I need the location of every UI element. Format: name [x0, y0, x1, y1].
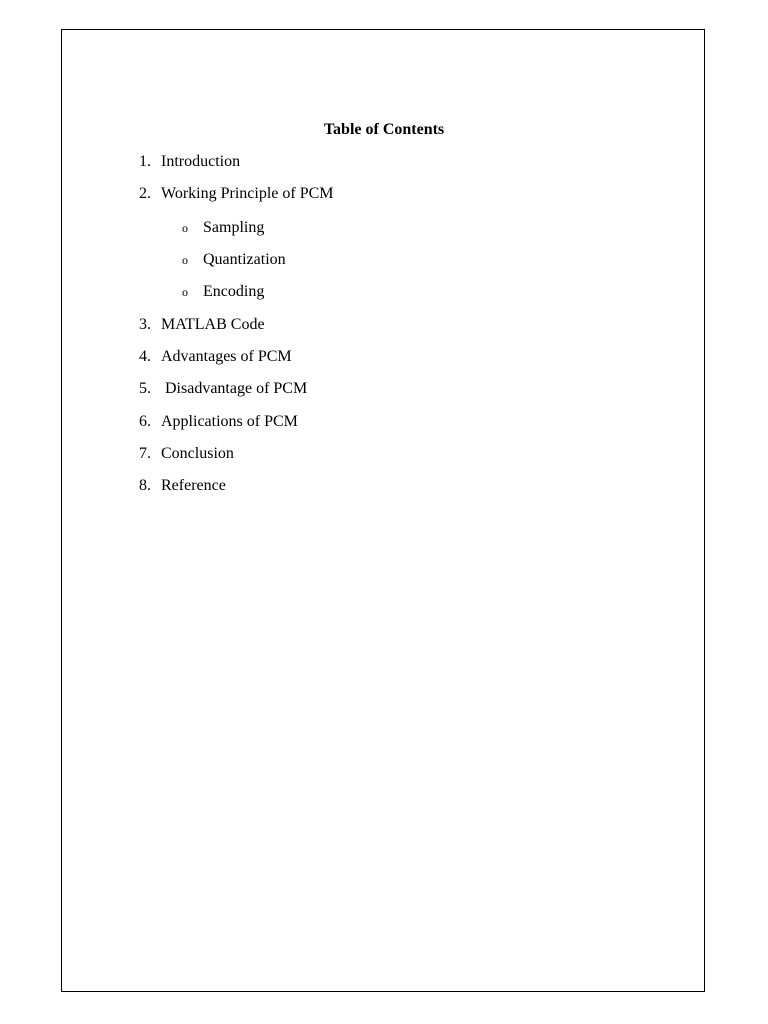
toc-item-label: Working Principle of PCM [161, 185, 334, 202]
toc-item-number: 7. [139, 445, 151, 462]
toc-subitem-label: Quantization [203, 251, 286, 268]
toc-item-label: Disadvantage of PCM [161, 380, 308, 397]
toc-item-reference [139, 476, 226, 556]
toc-title: Table of Contents [323, 121, 445, 138]
toc-item-number: 6. [139, 413, 151, 430]
toc-item-label: MATLAB Code [161, 316, 265, 333]
toc-item-label: Introduction [161, 153, 241, 170]
toc-subitem-label: Sampling [203, 219, 265, 236]
hollow-bullet-icon: o [182, 285, 188, 299]
hollow-bullet-icon: o [182, 253, 188, 267]
toc-item-label: Advantages of PCM [161, 348, 292, 365]
toc-item-number: 2. [139, 185, 151, 202]
toc-item-number: 3. [139, 316, 151, 333]
toc-item-label: Applications of PCM [161, 413, 298, 430]
toc-item-number: 5. [139, 380, 151, 397]
toc-item-number: 4. [139, 348, 151, 365]
document-page [61, 29, 705, 992]
toc-item-number: 8. [139, 477, 151, 494]
toc-item-number: 1. [139, 153, 151, 170]
toc-item-label: Reference [161, 477, 226, 494]
toc-subitem-label: Encoding [203, 283, 265, 300]
hollow-bullet-icon: o [182, 221, 188, 235]
toc-item-label: Conclusion [161, 445, 234, 462]
